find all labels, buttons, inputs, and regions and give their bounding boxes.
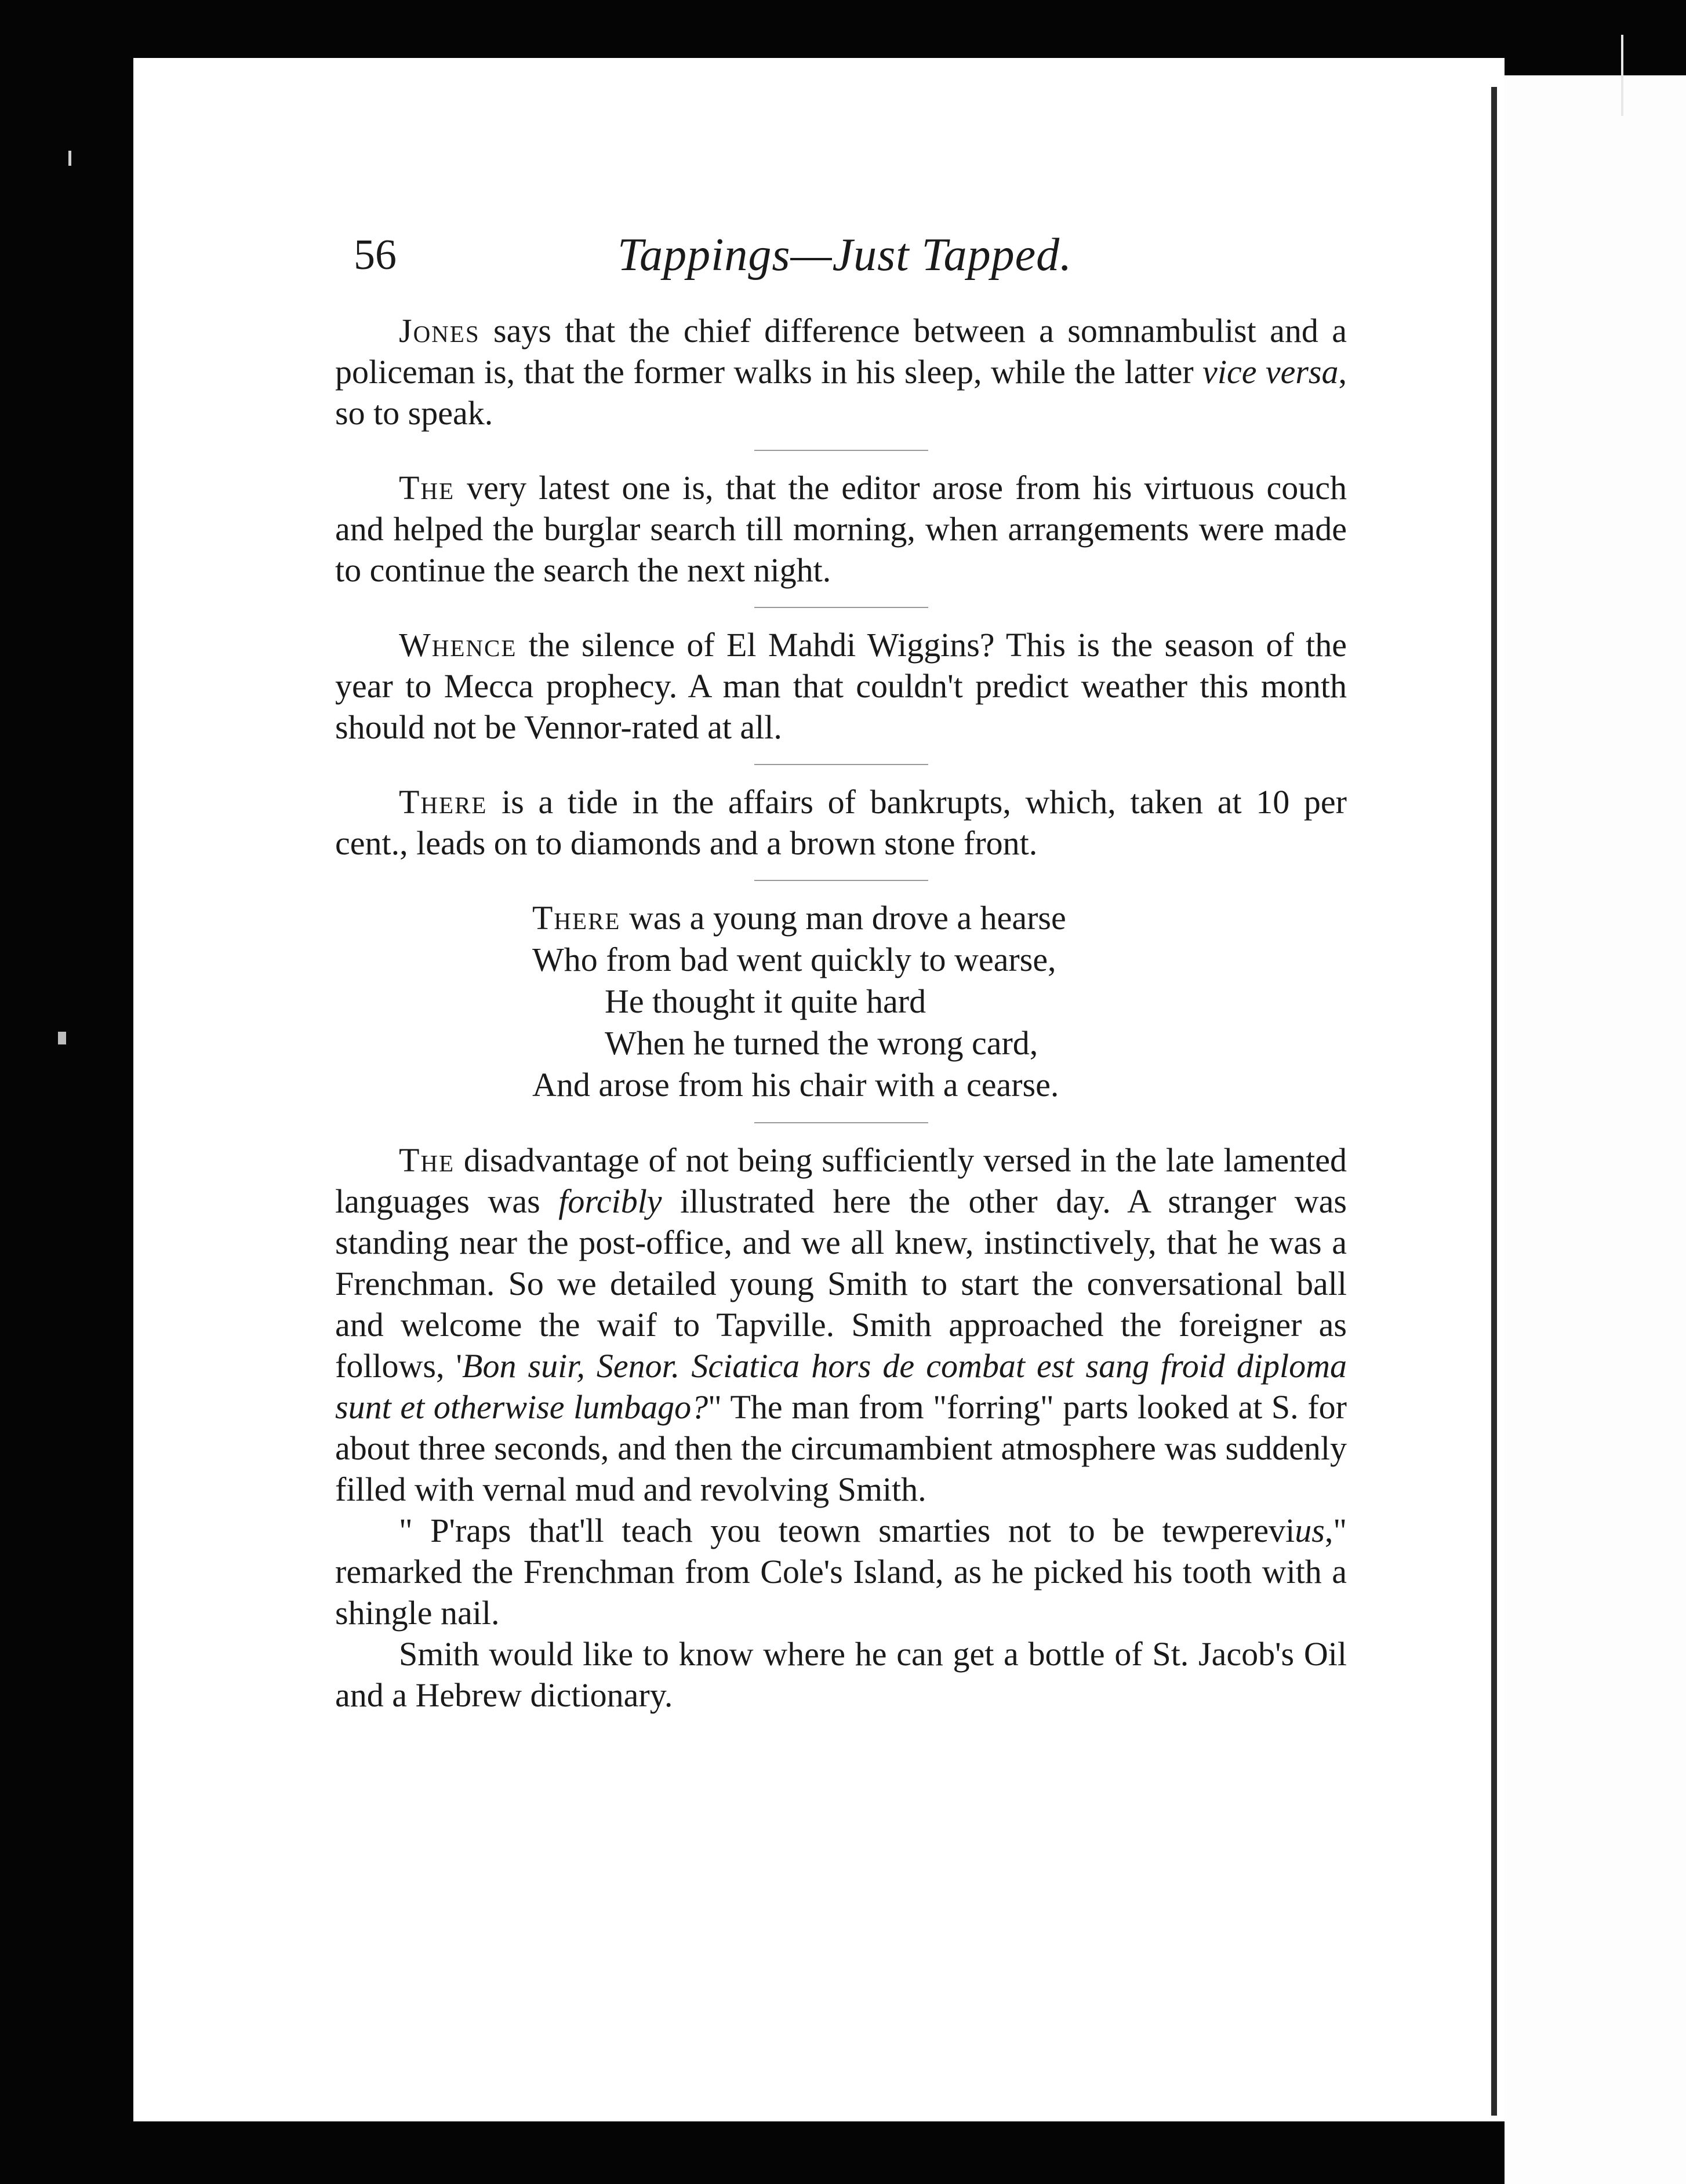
section-divider — [754, 880, 928, 881]
paragraph-tide — [335, 781, 1347, 864]
paragraph-text: disadvantage of not being sufficiently versed in the late lamented languages was — [335, 1141, 1347, 1220]
facing-page-edge — [1505, 75, 1686, 2184]
verse-line: When he turned the wrong card, — [605, 1024, 1038, 1062]
limerick — [532, 897, 1347, 1106]
paragraph-text: very latest one is, that the editor arose from his virtuous couch and helped the burglar search till morning, when arrangements were made to continue the search the next night. — [335, 469, 1347, 589]
paragraph-text: is a tide in the affairs of bankrupts, which, taken at 10 per cent., leads on to diamonds and a brown stone front. — [335, 783, 1347, 862]
paragraph-text: says that the chief difference between a somnambulist and a policeman is, that the former walks in his sleep, while the latter — [335, 312, 1347, 391]
italic-phrase: vice versa — [1202, 353, 1339, 391]
scan-speck — [68, 151, 71, 166]
paragraph-reply — [335, 1510, 1347, 1633]
paragraph-frenchman — [335, 1140, 1347, 1510]
paragraph-text: ," remarked the Frenchman from Cole's Island, as he picked his tooth with a shingle nail. — [335, 1512, 1347, 1632]
section-divider — [754, 1122, 928, 1123]
scan-speck — [1621, 35, 1623, 116]
lead-word: Jones — [399, 312, 480, 350]
italic-phrase: us — [1295, 1512, 1325, 1549]
verse-line: He thought it quite hard — [605, 982, 926, 1020]
section-divider — [754, 450, 928, 451]
verse-text: was a young man drove a hearse — [620, 899, 1066, 937]
italic-phrase: forcibly — [558, 1182, 662, 1220]
page-header — [354, 220, 1119, 290]
paragraph-jones — [335, 310, 1347, 434]
page-body — [335, 310, 1347, 1716]
paragraph-wiggins — [335, 624, 1347, 748]
paragraph-text: the silence of El Mahdi Wiggins? This is the season of the year to Mecca prophecy. A man that couldn't predict weather this month should not be Vennor-rated at all. — [335, 626, 1347, 746]
lead-word: The — [399, 469, 455, 507]
lead-word: There — [399, 783, 488, 821]
paragraph-text: " P'raps that'll teach you teown smarties not to be tewperevi — [399, 1512, 1295, 1549]
verse-line: And arose from his chair with a cearse. — [532, 1066, 1059, 1104]
scan-speck — [58, 1032, 66, 1044]
italic-quote: Bon suir, Senor. Sciatica hors de combat est sang froid diploma sunt et otherwise lumbago? — [335, 1347, 1347, 1426]
verse-line — [532, 897, 1347, 939]
page-gutter — [1491, 87, 1497, 2116]
running-title: Tappings—Just Tapped. — [617, 230, 1073, 281]
page-number: 56 — [354, 231, 397, 279]
paragraph-closing: Smith would like to know where he can get a bottle of St. Jacob's Oil and a Hebrew dictionary. — [335, 1635, 1347, 1714]
lead-word: Whence — [399, 626, 517, 664]
section-divider — [754, 607, 928, 608]
paragraph-editor — [335, 467, 1347, 591]
paragraph-text: illustrated here the other day. A stranger was standing near the post-office, and we all knew, instinctively, that he was a Frenchman. So we detailed young Smith to start the conversational ball and welcome the waif to Tapville. Smith approached the foreigner as follows, ' — [335, 1182, 1347, 1385]
lead-word: There — [532, 899, 621, 937]
section-divider — [754, 764, 928, 765]
verse-line: Who from bad went quickly to wearse, — [532, 941, 1056, 978]
lead-word: The — [399, 1141, 455, 1179]
paragraph-text: " The man from "forring" parts looked at S. for about three seconds, and then the circumambient atmosphere was suddenly filled with vernal mud and revolving Smith. — [335, 1388, 1347, 1508]
paragraph-text: , so to speak. — [335, 353, 1347, 432]
